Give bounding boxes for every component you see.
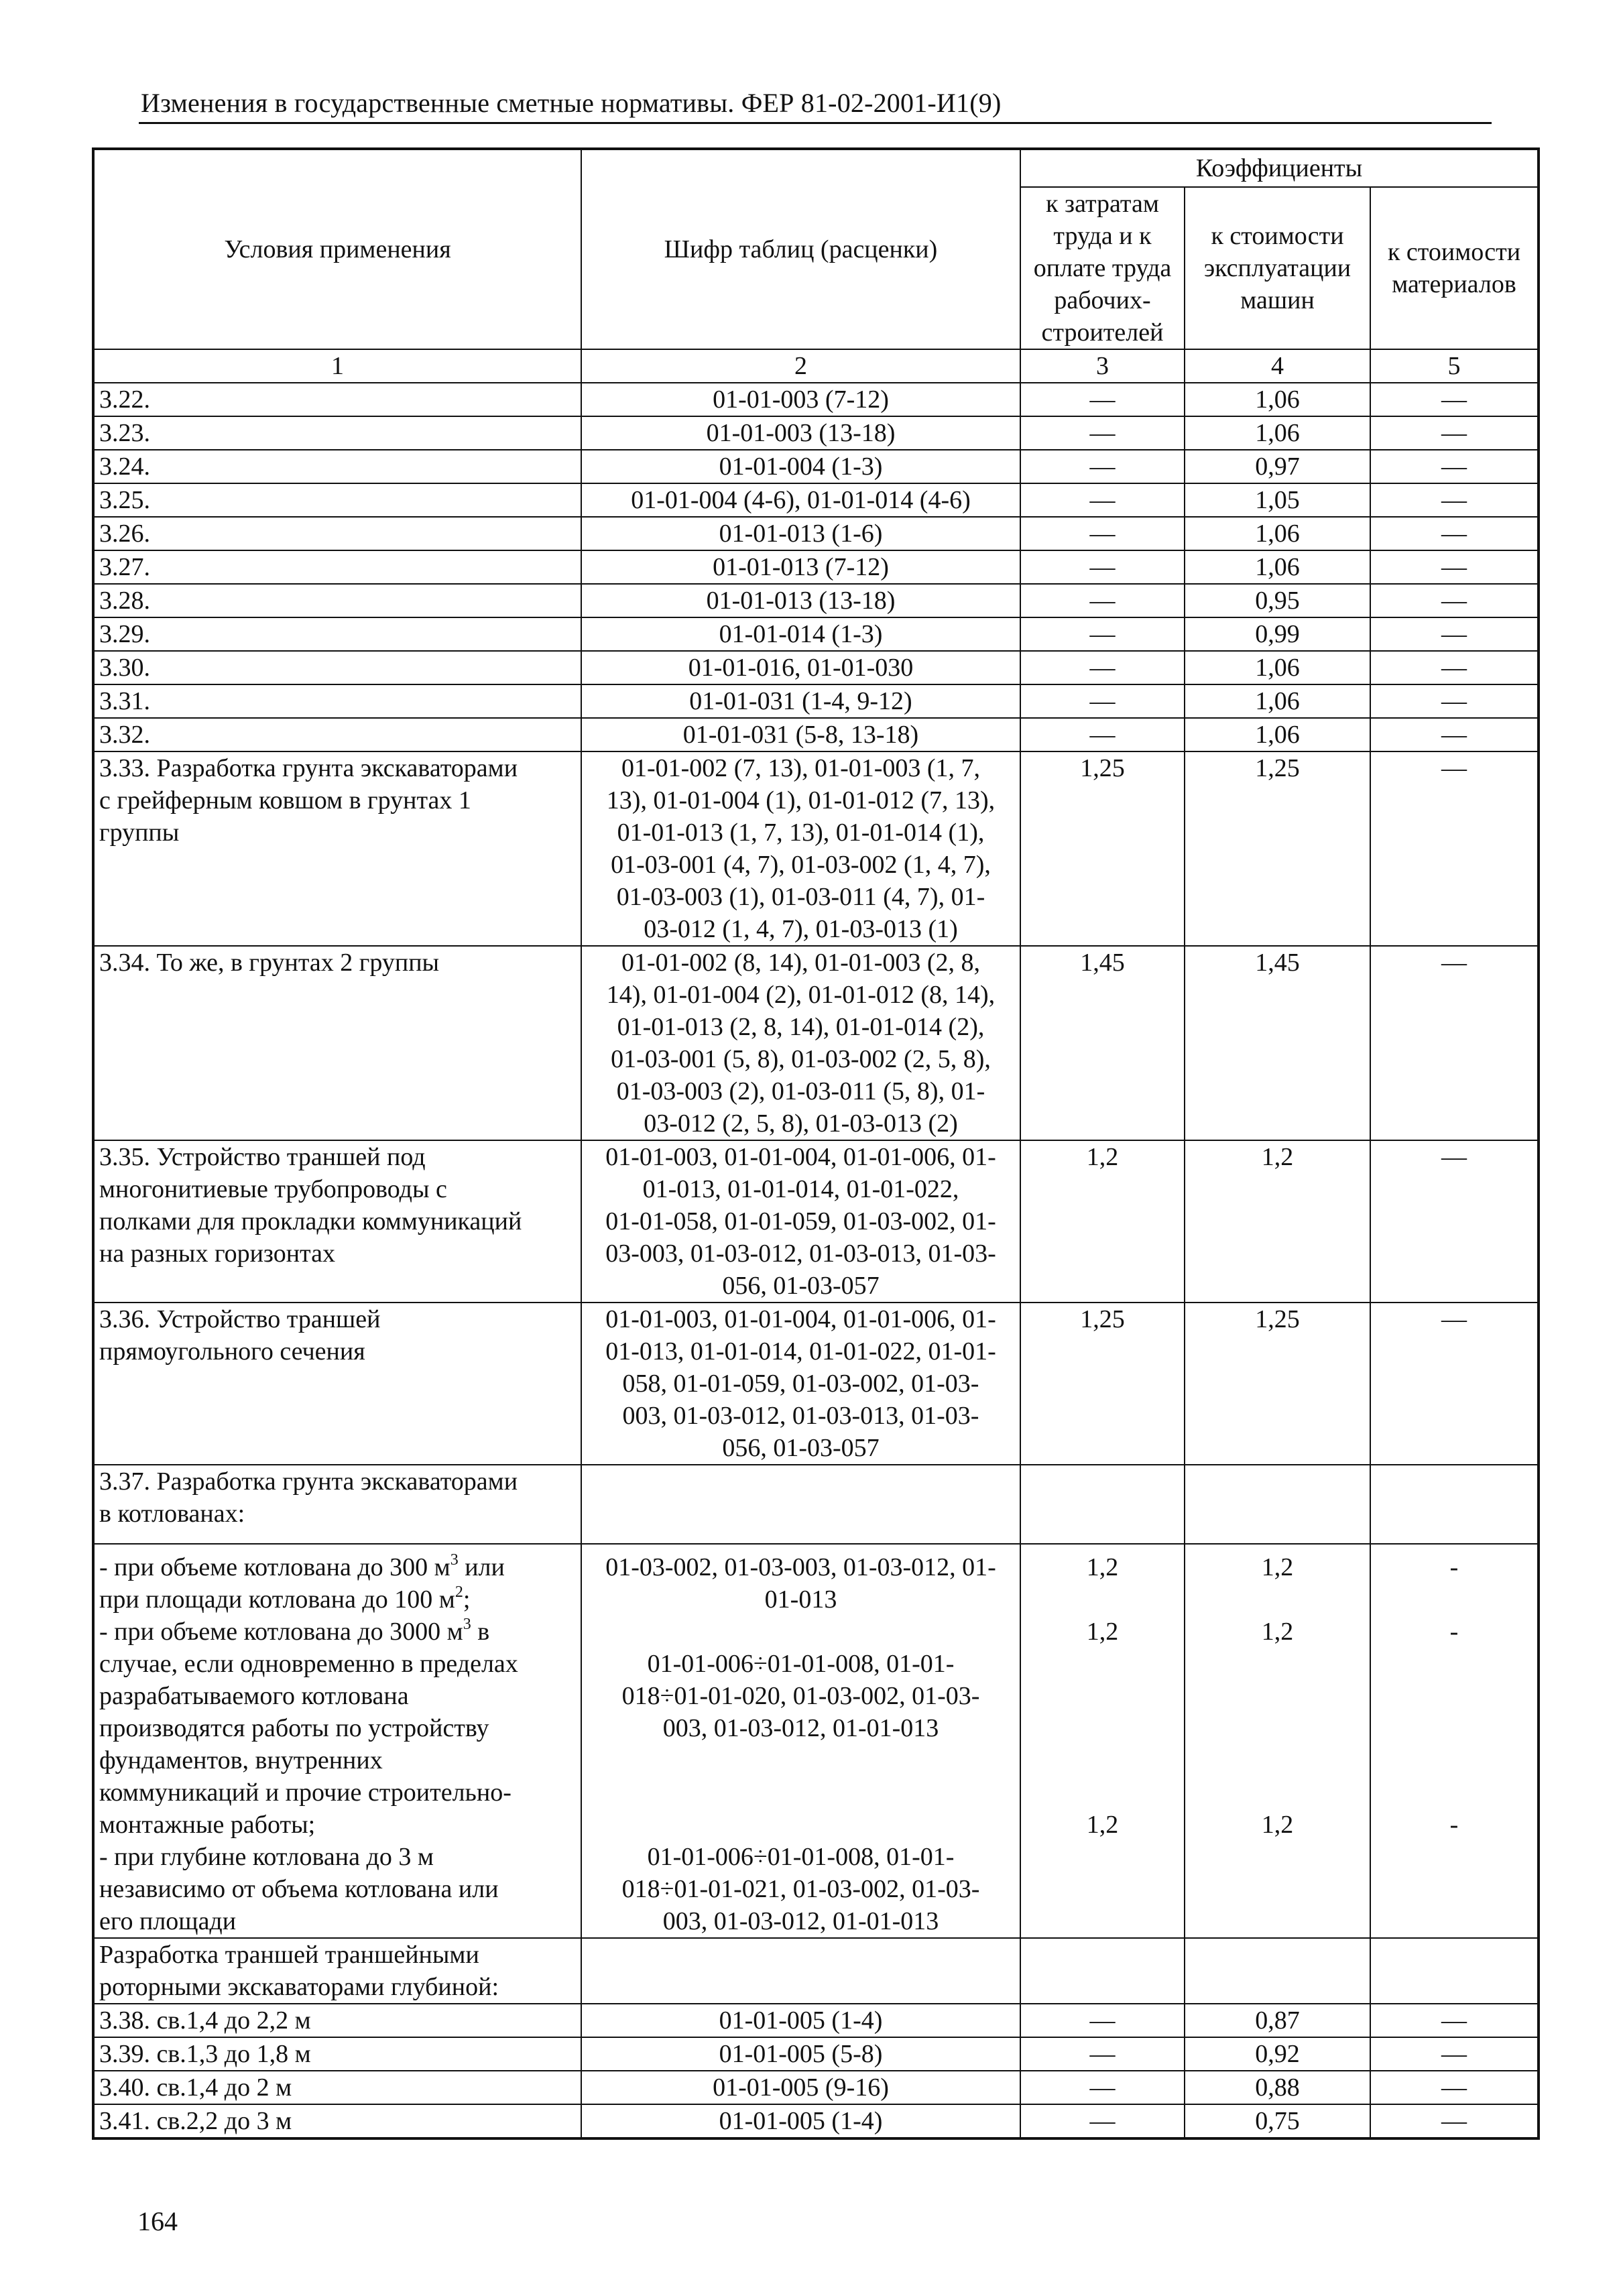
condition-cell: 3.30. [93,651,581,684]
machines-coef-cell: 0,97 [1185,450,1370,483]
superscript: 3 [450,1551,459,1569]
labor-coef-cell [1020,1465,1185,1544]
code-cell: 01-01-013 (13-18) [581,584,1020,617]
code-line: 03-012 (1, 4, 7), 01-03-013 (1) [644,915,958,943]
machines-coef-cell [1185,1938,1370,2004]
condition-line: случае, если одновременно в пределах [99,1650,518,1678]
condition-cell: 3.23. [93,416,581,450]
coefficients-table [92,147,1540,2140]
code-cell: 01-01-003 (13-18) [581,416,1020,450]
machines-coef-cell [1185,1465,1370,1544]
code-line: 13), 01-01-004 (1), 01-01-012 (7, 13), [606,786,996,814]
spacer [587,1744,1015,1776]
materials-coef-cell [1370,1938,1539,2004]
table-row [93,684,1539,718]
table-row [93,416,1539,450]
materials-coef-cell: — [1370,2071,1539,2104]
code-cell [581,1938,1020,2004]
spacer [1026,1712,1179,1744]
code-line: 01-013, 01-01-014, 01-01-022, 01-01- [605,1337,996,1366]
condition-cell [93,1303,581,1465]
table-row [93,617,1539,651]
labor-coef-cell: — [1020,2037,1185,2071]
condition-line: полками для прокладки коммуникаций [99,1207,522,1235]
machines-coef-cell: 1,25 [1185,751,1370,946]
code-cell [581,1303,1020,1465]
materials-coef-cell: — [1370,2104,1539,2138]
condition-cell [93,1544,581,1938]
code-cell: 01-01-005 (1-4) [581,2104,1020,2138]
machines-coef-cell: 1,25 [1185,1303,1370,1465]
table-row [93,2037,1539,2071]
materials-coef-cell: — [1370,450,1539,483]
materials-coef-cell: — [1370,718,1539,751]
code-cell: 01-01-013 (1-6) [581,517,1020,550]
condition-line: разрабатываемого котлована [99,1682,409,1710]
labor-coef-cell: 1,25 [1020,751,1185,946]
condition-line: фундаментов, внутренних [99,1746,383,1774]
condition-line: на разных горизонтах [99,1240,335,1268]
labor-coef-cell: — [1020,2071,1185,2104]
condition-line: роторными экскаваторами глубиной: [99,1973,499,2001]
code-cell: 01-01-016, 01-01-030 [581,651,1020,684]
coef-value: 1,2 [1086,1618,1119,1646]
materials-coef-cell: — [1370,383,1539,416]
condition-text: - при объеме котлована до 3000 м [99,1618,463,1646]
spacer [587,1616,1015,1648]
header-labor: к затратам труда и к оплате труда рабочих-строителей [1020,187,1185,349]
coef-value: - [1449,1618,1459,1646]
labor-coef-cell: — [1020,651,1185,684]
code-line: 01-01-013 (1, 7, 13), 01-01-014 (1), [617,819,985,847]
code-line: 058, 01-01-059, 01-03-002, 01-03- [622,1370,979,1398]
code-line: 01-01-003, 01-01-004, 01-01-006, 01- [605,1143,996,1171]
condition-text: или [458,1553,505,1581]
condition-text: в [471,1618,490,1646]
header-rule [139,122,1492,124]
condition-line: прямоугольного сечения [99,1337,365,1366]
code-line: 14), 01-01-004 (2), 01-01-012 (8, 14), [606,981,996,1009]
spacer [1026,1680,1179,1712]
table-row [93,1938,1539,2004]
labor-coef-cell: 1,2 [1020,1140,1185,1303]
condition-line: 3.36. Устройство траншей [99,1305,381,1333]
machines-coef-cell: 1,06 [1185,383,1370,416]
code-line: 01-01-002 (8, 14), 01-01-003 (2, 8, [621,949,981,977]
table-row [93,1303,1539,1465]
condition-cell: 3.32. [93,718,581,751]
condition-line: в котлованах: [99,1500,245,1528]
labor-coef-cell: — [1020,383,1185,416]
condition-cell [93,751,581,946]
materials-coef-cell: — [1370,550,1539,584]
machines-coef-cell: 0,99 [1185,617,1370,651]
condition-line: с грейферным ковшом в грунтах 1 [99,786,471,814]
machines-coef-cell: 0,87 [1185,2004,1370,2037]
materials-coef-cell: — [1370,2004,1539,2037]
materials-coef-cell: — [1370,584,1539,617]
condition-line: 3.34. То же, в грунтах 2 группы [99,949,440,977]
spacer [1376,1648,1532,1680]
labor-coef-cell [1020,1544,1185,1938]
coef-value: 1,2 [1086,1811,1119,1839]
labor-coef-cell: — [1020,517,1185,550]
table-row [93,751,1539,946]
spacer [1376,1776,1532,1809]
machines-coef-cell: 1,06 [1185,416,1370,450]
code-line: 003, 01-03-012, 01-01-013 [662,1907,939,1935]
materials-coef-cell: — [1370,751,1539,946]
header-coefficients: Коэффициенты [1020,149,1539,187]
code-cell: 01-01-003 (7-12) [581,383,1020,416]
code-cell [581,1140,1020,1303]
labor-coef-cell: — [1020,416,1185,450]
condition-cell: 3.28. [93,584,581,617]
condition-line: 3.37. Разработка грунта экскаваторами [99,1467,518,1496]
code-line: 003, 01-03-012, 01-03-013, 01-03- [622,1402,979,1430]
header-code: Шифр таблиц (расценки) [581,149,1020,349]
code-cell [581,751,1020,946]
condition-line: - при глубине котлована до 3 м [99,1843,434,1871]
materials-coef-cell: — [1370,617,1539,651]
coef-value: 1,2 [1261,1811,1294,1839]
spacer [1026,1583,1179,1616]
labor-coef-cell [1020,1938,1185,2004]
labor-coef-cell: — [1020,550,1185,584]
spacer [1376,1712,1532,1744]
condition-line: многонитиевые трубопроводы с [99,1175,447,1203]
condition-line: группы [99,819,180,847]
machines-coef-cell: 0,92 [1185,2037,1370,2071]
table-row [93,1544,1539,1938]
code-cell: 01-01-014 (1-3) [581,617,1020,651]
spacer [587,1776,1015,1809]
materials-coef-cell: — [1370,946,1539,1140]
spacer [1376,1583,1532,1616]
condition-cell: 3.29. [93,617,581,651]
condition-cell [93,1465,581,1544]
labor-coef-cell: — [1020,718,1185,751]
document-header: Изменения в государственные сметные нормативы. ФЕР 81-02-2001-И1(9) [141,88,1002,118]
labor-coef-cell: — [1020,584,1185,617]
machines-coef-cell: 0,95 [1185,584,1370,617]
coef-value: - [1449,1553,1459,1581]
machines-coef-cell: 1,06 [1185,651,1370,684]
coef-value: 1,2 [1261,1618,1294,1646]
code-line: 01-013, 01-01-014, 01-01-022, [642,1175,959,1203]
code-cell: 01-01-005 (5-8) [581,2037,1020,2071]
spacer [1190,1680,1365,1712]
condition-line [99,1583,576,1616]
superscript: 2 [455,1583,463,1601]
table-row [93,584,1539,617]
code-line: 003, 01-03-012, 01-01-013 [662,1714,939,1742]
spacer [1026,1776,1179,1809]
code-line: 01-03-003 (2), 01-03-011 (5, 8), 01- [616,1077,985,1105]
condition-cell: 3.25. [93,483,581,517]
condition-cell: 3.39. св.1,3 до 1,8 м [93,2037,581,2071]
table-row [93,550,1539,584]
materials-coef-cell: — [1370,651,1539,684]
code-line: 01-01-006÷01-01-008, 01-01- [647,1650,955,1678]
code-line: 03-012 (2, 5, 8), 01-03-013 (2) [644,1109,958,1138]
column-number: 3 [1020,349,1185,383]
code-line: 01-01-006÷01-01-008, 01-01- [647,1843,955,1871]
machines-coef-cell: 1,2 [1185,1140,1370,1303]
superscript: 3 [463,1616,471,1633]
code-cell: 01-01-005 (9-16) [581,2071,1020,2104]
labor-coef-cell: 1,25 [1020,1303,1185,1465]
condition-cell: 3.41. св.2,2 до 3 м [93,2104,581,2138]
condition-line [99,1551,576,1583]
spacer [1190,1744,1365,1776]
machines-coef-cell: 1,06 [1185,684,1370,718]
spacer [1376,1680,1532,1712]
condition-line: 3.33. Разработка грунта экскаваторами [99,754,518,782]
machines-coef-cell: 0,88 [1185,2071,1370,2104]
table-row [93,517,1539,550]
condition-line: Разработка траншей траншейными [99,1941,479,1969]
code-line: 056, 01-03-057 [722,1434,880,1462]
column-number: 2 [581,349,1020,383]
code-line: 01-01-013 (2, 8, 14), 01-01-014 (2), [617,1013,985,1041]
code-cell [581,946,1020,1140]
materials-coef-cell: — [1370,517,1539,550]
code-line: 01-03-002, 01-03-003, 01-03-012, 01- [605,1553,996,1581]
column-number: 5 [1370,349,1539,383]
machines-coef-cell: 0,75 [1185,2104,1370,2138]
machines-coef-cell: 1,05 [1185,483,1370,517]
condition-cell: 3.26. [93,517,581,550]
code-cell [581,1465,1020,1544]
code-line: 018÷01-01-020, 01-03-002, 01-03- [621,1682,980,1710]
table-row [93,2104,1539,2138]
condition-cell: 3.38. св.1,4 до 2,2 м [93,2004,581,2037]
header-conditions: Условия применения [93,149,581,349]
code-line: 01-01-058, 01-01-059, 01-03-002, 01- [605,1207,996,1235]
column-number: 1 [93,349,581,383]
machines-coef-cell [1185,1544,1370,1938]
condition-cell [93,1938,581,2004]
coef-value: - [1449,1811,1459,1839]
materials-coef-cell: — [1370,483,1539,517]
condition-cell: 3.40. св.1,4 до 2 м [93,2071,581,2104]
condition-cell: 3.24. [93,450,581,483]
materials-coef-cell: — [1370,2037,1539,2071]
code-cell: 01-01-004 (4-6), 01-01-014 (4-6) [581,483,1020,517]
spacer [1376,1744,1532,1776]
condition-line: 3.35. Устройство траншей под [99,1143,426,1171]
code-cell: 01-01-004 (1-3) [581,450,1020,483]
spacer [1190,1648,1365,1680]
condition-text: - при объеме котлована до 300 м [99,1553,450,1581]
labor-coef-cell: — [1020,2104,1185,2138]
table-row [93,1140,1539,1303]
coef-value: 1,2 [1086,1553,1119,1581]
materials-coef-cell: — [1370,416,1539,450]
table-row [93,718,1539,751]
table-row [93,483,1539,517]
code-line: 01-03-003 (1), 01-03-011 (4, 7), 01- [616,883,985,911]
code-cell: 01-01-031 (1-4, 9-12) [581,684,1020,718]
condition-line: его площади [99,1907,237,1935]
spacer [1190,1583,1365,1616]
labor-coef-cell: — [1020,483,1185,517]
condition-cell: 3.27. [93,550,581,584]
materials-coef-cell [1370,1544,1539,1938]
coef-value: 1,2 [1261,1553,1294,1581]
materials-coef-cell: — [1370,1140,1539,1303]
materials-coef-cell: — [1370,1303,1539,1465]
materials-coef-cell: — [1370,684,1539,718]
code-cell: 01-01-031 (5-8, 13-18) [581,718,1020,751]
condition-line [99,1616,576,1648]
code-line: 01-03-001 (5, 8), 01-03-002 (2, 5, 8), [611,1045,991,1073]
machines-coef-cell: 1,06 [1185,517,1370,550]
machines-coef-cell: 1,06 [1185,718,1370,751]
spacer [1026,1648,1179,1680]
header-machines: к стоимости эксплуатации машин [1185,187,1370,349]
code-cell [581,1544,1020,1938]
spacer [1190,1776,1365,1809]
table-row [93,651,1539,684]
table-row [93,450,1539,483]
table-row [93,946,1539,1140]
labor-coef-cell: — [1020,450,1185,483]
table-row [93,383,1539,416]
condition-text: ; [463,1585,471,1614]
code-line: 01-01-003, 01-01-004, 01-01-006, 01- [605,1305,996,1333]
spacer [587,1809,1015,1841]
condition-line: коммуникаций и прочие строительно- [99,1778,512,1807]
code-line: 01-01-002 (7, 13), 01-01-003 (1, 7, [621,754,981,782]
condition-line: производятся работы по устройству [99,1714,489,1742]
header-materials: к стоимости материалов [1370,187,1539,349]
machines-coef-cell: 1,06 [1185,550,1370,584]
code-cell: 01-01-005 (1-4) [581,2004,1020,2037]
condition-cell: 3.31. [93,684,581,718]
machines-coef-cell: 1,45 [1185,946,1370,1140]
code-line: 056, 01-03-057 [722,1272,880,1300]
labor-coef-cell: — [1020,2004,1185,2037]
column-number: 4 [1185,349,1370,383]
condition-cell [93,1140,581,1303]
code-line: 01-03-001 (4, 7), 01-03-002 (1, 4, 7), [611,851,991,879]
materials-coef-cell [1370,1465,1539,1544]
labor-coef-cell: — [1020,617,1185,651]
code-line: 03-003, 01-03-012, 01-03-013, 01-03- [605,1240,996,1268]
condition-text: при площади котлована до 100 м [99,1585,455,1614]
page-number: 164 [137,2206,178,2236]
code-cell: 01-01-013 (7-12) [581,550,1020,584]
table-row [93,2071,1539,2104]
condition-cell: 3.22. [93,383,581,416]
labor-coef-cell: 1,45 [1020,946,1185,1140]
column-numbers-row [93,349,1539,383]
code-line: 01-013 [764,1585,837,1614]
condition-line: независимо от объема котлована или [99,1875,499,1903]
labor-coef-cell: — [1020,684,1185,718]
table-row [93,1465,1539,1544]
spacer [1190,1712,1365,1744]
condition-line: монтажные работы; [99,1811,316,1839]
code-line: 018÷01-01-021, 01-03-002, 01-03- [621,1875,980,1903]
condition-cell [93,946,581,1140]
spacer [1026,1744,1179,1776]
table-row [93,2004,1539,2037]
